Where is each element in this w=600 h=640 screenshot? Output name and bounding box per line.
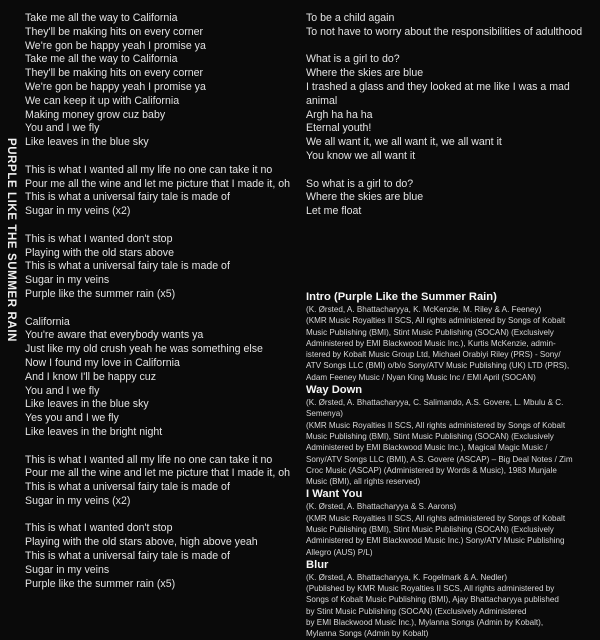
lyric-line: Where the skies are blue — [306, 191, 424, 204]
lyric-line: Take me all the way to California — [25, 53, 178, 66]
lyric-line: Like leaves in the bright night — [25, 425, 163, 438]
credit-line: Administered by EMI Blackwood Music Inc.) Sony/ATV Music Publishing — [306, 536, 565, 546]
lyric-line: So what is a girl to do? — [306, 177, 414, 190]
vertical-title-text: PURPLE LIKE THE SUMMER RAIN — [5, 137, 17, 343]
lyric-line: Pour me all the wine and let me picture that I made it, oh — [25, 177, 290, 190]
stanza-gap — [25, 219, 293, 233]
lyric-line: Purple like the summer rain (x5) — [25, 577, 176, 590]
credit-line: Croc Music (ASCAP) (Administered by Words & Music), 1983 Munjale — [306, 465, 557, 475]
credit-line: Adam Feeney Music / Nyan King Music Inc / EMI April (SOCAN) — [306, 372, 536, 382]
credit-line: (K. Ørsted, A. Bhattacharyya, K. Fogelmark & A. Nedler) — [306, 572, 508, 582]
credit-line: Allegro (AUS) P/L) — [306, 547, 373, 557]
credit-line: (KMR Music Royalties II SCS, All rights administered by Songs of Kobalt — [306, 513, 566, 523]
left-lyrics-column — [25, 12, 293, 591]
lyric-line: What is a girl to do? — [306, 53, 400, 66]
credit-line: (K. Ørsted, A. Bhattacharyya, K. McKenzie, M. Riley & A. Feeney) — [306, 304, 542, 314]
stanza-gap — [306, 164, 594, 178]
lyric-line: Eternal youth! — [306, 122, 372, 135]
credit-line: (KMR Music Royalties II SCS, All rights administered by Songs of Kobalt — [306, 316, 566, 326]
right-lyrics-block — [306, 12, 594, 219]
lyric-line: This is what I wanted don't stop — [25, 232, 173, 245]
vertical-song-title — [4, 8, 18, 588]
right-column — [306, 12, 594, 640]
lyric-line: I trashed a glass and they looked at me like I was a mad — [306, 80, 570, 93]
credit-line: Music (BMI), all rights reserved) — [306, 477, 421, 487]
lyric-line: This is what a universal fairy tale is made of — [25, 260, 230, 273]
credit-line: by EMI Blackwood Music Inc.), Mylanna Songs (Admin by Kobalt), — [306, 618, 544, 628]
lyric-line: Yes you and I we fly — [25, 412, 119, 425]
lyric-line: We can keep it up with California — [25, 94, 180, 107]
lyric-line: You're aware that everybody wants ya — [25, 329, 204, 342]
lyric-line: This is what I wanted don't stop — [25, 522, 173, 535]
credit-line: Sony/ATV Songs LLC (BMI), A.S. Govere (ASCAP) – Big Deal Notes / Zim — [306, 454, 573, 464]
lyric-line: You and I we fly — [25, 122, 100, 135]
lyric-line: To be a child again — [306, 12, 395, 24]
lyric-line: Where the skies are blue — [306, 67, 424, 80]
stanza-gap — [25, 509, 293, 523]
credit-line: by Stint Music Publishing (SOCAN) (Exclusively Administered — [306, 606, 527, 616]
credit-line: istered by Kobalt Music Group Ltd, Michael Orabiyi Riley (PRS) - Sony/ — [306, 350, 561, 360]
lyric-line: You know we all want it — [306, 149, 416, 162]
credit-song-title: Blur — [306, 558, 329, 571]
lyric-line: Take me all the way to California — [25, 12, 178, 24]
credit-line: Administered by EMI Blackwood Music Inc.), Magical Magic Music / — [306, 443, 548, 453]
credit-line: (Published by KMR Music Royalties II SCS, All rights administered by — [306, 584, 555, 594]
lyric-line: Sugar in my veins — [25, 563, 110, 576]
lyric-line: This is what I wanted all my life no one can take it no — [25, 453, 273, 466]
credit-song-title: I Want You — [306, 488, 363, 501]
lyric-line: Purple like the summer rain (x5) — [25, 287, 176, 300]
lyric-line: This is what a universal fairy tale is made of — [25, 481, 230, 494]
lyric-line: Sugar in my veins (x2) — [25, 205, 131, 218]
credit-line: Semenya) — [306, 409, 343, 419]
lyric-line: Making money grow cuz baby — [25, 108, 166, 121]
lyric-line: Just like my old crush yeah he was something else — [25, 343, 263, 356]
lyric-line: Playing with the old stars above — [25, 246, 174, 259]
lyric-line: This is what a universal fairy tale is made of — [25, 191, 230, 204]
credit-line: (KMR Music Royalties II SCS, All rights administered by Songs of Kobalt — [306, 420, 566, 430]
lyric-line: We all want it, we all want it, we all want it — [306, 136, 502, 149]
stanza-gap — [25, 440, 293, 454]
lyric-line: This is what a universal fairy tale is made of — [25, 550, 230, 563]
lyric-line: We're gon be happy yeah I promise ya — [25, 80, 206, 93]
credit-line: Music Publishing (BMI), Stint Music Publishing (SOCAN) (Exclusively — [306, 431, 554, 441]
lyric-line: They'll be making hits on every corner — [25, 67, 204, 80]
lyric-line: Like leaves in the blue sky — [25, 136, 149, 149]
lyric-line: They'll be making hits on every corner — [25, 25, 204, 38]
lyric-line: You and I we fly — [25, 384, 100, 397]
stanza-gap — [306, 40, 594, 54]
lyric-line: And I know I'll be happy cuz — [25, 370, 156, 383]
credit-line: Administered by EMI Blackwood Music Inc.), Kurtis McKenzie, admin- — [306, 338, 556, 348]
lyric-line: animal — [306, 94, 338, 107]
lyric-line: Now I found my love in California — [25, 356, 180, 369]
credit-song-title: Intro (Purple Like the Summer Rain) — [306, 290, 497, 303]
credit-line: (K. Ørsted, A. Bhattacharyya & S. Aarons) — [306, 502, 457, 512]
lyric-line: California — [25, 315, 70, 328]
lyric-line: We're gon be happy yeah I promise ya — [25, 39, 206, 52]
lyric-line: Sugar in my veins — [25, 274, 110, 287]
credit-line: ATV Songs LLC (BMI) o/b/o Sony/ATV Music Publishing (UK) LTD (PRS), — [306, 361, 570, 371]
credit-line: Music Publishing (BMI), Stint Music Publishing (SOCAN) (Exclusively — [306, 327, 554, 337]
lyric-line: Pour me all the wine and let me picture that I made it, oh — [25, 467, 290, 480]
lyric-line: Playing with the old stars above, high above yeah — [25, 536, 258, 549]
credit-line: Music Publishing (BMI), Stint Music Publishing (SOCAN) (Exclusively — [306, 525, 554, 534]
credit-line: (K. Ørsted, A. Bhattacharyya, C. Salimando, A.S. Govere, L. Mbulu & C. — [306, 398, 564, 408]
lyric-line: Let me float — [306, 205, 362, 218]
stanza-gap — [25, 302, 293, 316]
lyric-line: Argh ha ha ha — [306, 108, 373, 121]
lyric-line: This is what I wanted all my life no one can take it no — [25, 163, 273, 176]
credit-song-title: Way Down — [306, 384, 363, 397]
lyric-line: Sugar in my veins (x2) — [25, 494, 131, 507]
lyric-line: Like leaves in the blue sky — [25, 398, 149, 411]
credit-line: Mylanna Songs (Admin by Kobalt) — [306, 629, 429, 639]
credit-line: Songs of Kobalt Music Publishing (BMI), Ajay Bhattacharyya published — [306, 595, 559, 605]
lyric-line: To not have to worry about the responsibilities of adulthood — [306, 25, 583, 38]
credits-block — [306, 290, 594, 640]
stanza-gap — [25, 150, 293, 164]
